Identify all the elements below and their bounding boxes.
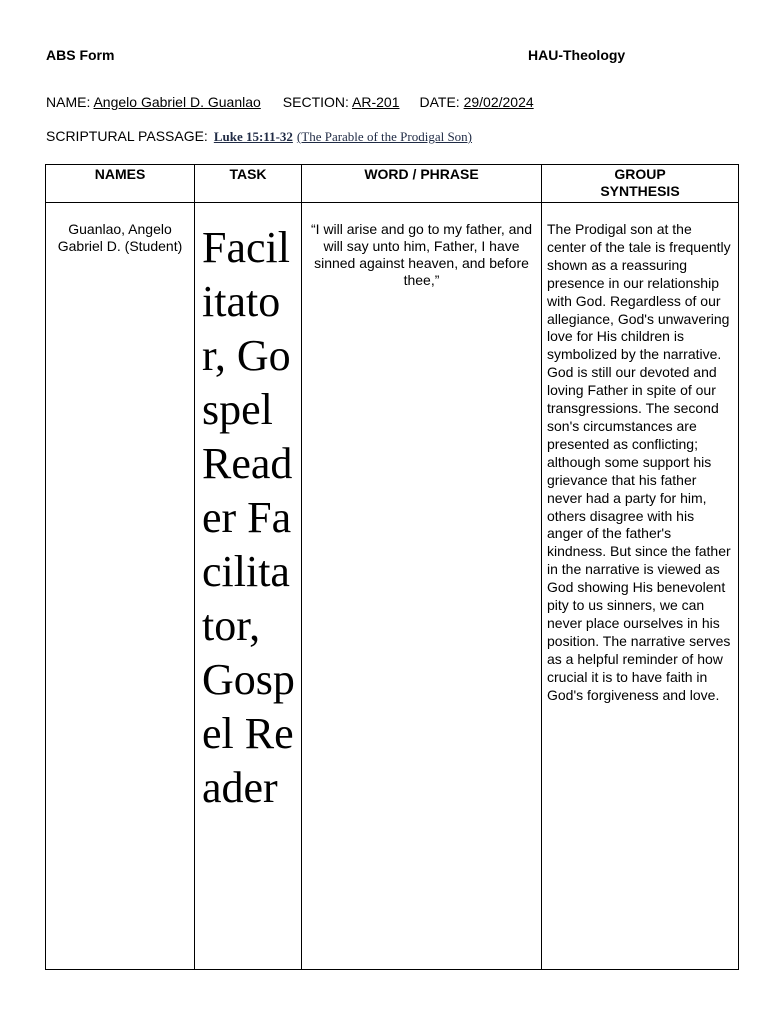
section-label: SECTION: — [282, 94, 353, 110]
cell-word-phrase: “I will arise and go to my father, and will say unto him, Father, I have sinned against heaven, and before thee,” — [302, 203, 542, 970]
header-group-synthesis: GROUP SYNTHESIS — [542, 165, 739, 203]
table-header-row — [46, 165, 739, 203]
form-title: ABS Form — [46, 47, 115, 63]
header-word-phrase: WORD / PHRASE — [302, 165, 542, 203]
cell-task: Facilitator, Gospel Reader Facilitator, Gospel Reader — [195, 203, 302, 970]
date-value: 29/02/2024 — [463, 94, 534, 110]
cell-name: Guanlao, Angelo Gabriel D. (Student) — [46, 203, 195, 970]
abs-table — [45, 164, 739, 970]
passage-label: SCRIPTURAL PASSAGE: — [46, 128, 208, 144]
scriptural-passage-row — [46, 128, 472, 145]
date-label: DATE: — [419, 94, 464, 110]
passage-title-link[interactable]: (The Parable of the Prodigal Son) — [296, 129, 473, 144]
header-names: NAMES — [46, 165, 195, 203]
section-value: AR-201 — [352, 94, 400, 110]
table-row — [46, 203, 739, 970]
cell-group-synthesis: The Prodigal son at the center of the tale is frequently shown as a reassuring presence in our relationship with God. Regardless of our allegiance, God's unwavering love for His children is symbolized by the narrative. God is still our devoted and loving Father in spite of our transgressions. The second son's circumstances are presented as conflicting; although some support his grievance that his father never had a party for him, others disagree with his anger of the father's kindness. But since the father in the narrative is viewed as God showing His benevolent pity to us sinners, we can never place ourselves in his position. The narrative serves as a helpful reminder of how crucial it is to have faith in God's forgiveness and love. — [542, 203, 739, 970]
name-label: NAME: — [46, 94, 94, 110]
name-value: Angelo Gabriel D. Guanlao — [93, 94, 261, 110]
header-task: TASK — [195, 165, 302, 203]
department-label: HAU-Theology — [528, 47, 626, 63]
student-info-row — [46, 94, 534, 110]
passage-reference-link[interactable]: Luke 15:11-32 — [213, 129, 293, 144]
